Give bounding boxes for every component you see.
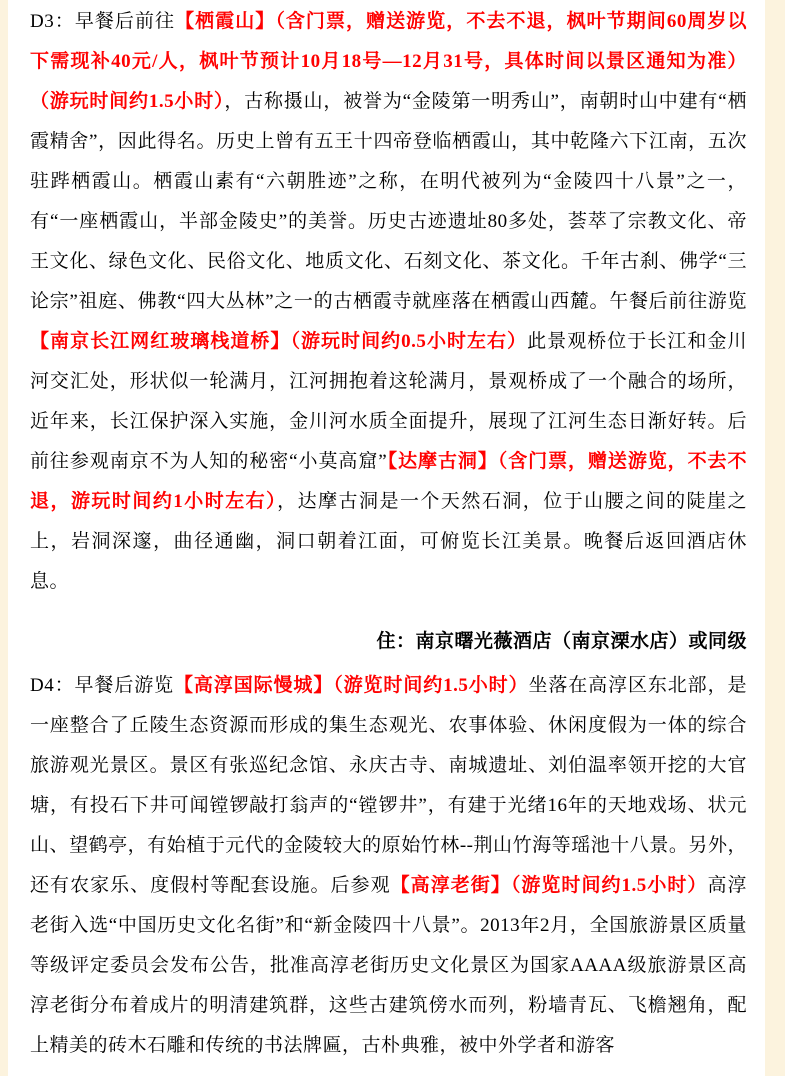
day3-hotel-line: 住：南京曙光薇酒店（南京溧水店）或同级 [376,631,747,652]
itinerary-day4-paragraph: D4：早餐后游览【高淳国际慢城】（游览时间约1.5小时）坐落在高淳区东北部，是一座整合了丘陵生态资源而形成的集生态观光、农事体验、休闲度假为一体的综合旅游观光景区。景区有张巡纪念馆、永庆古寺、南城遗址、刘伯温率领开挖的大官塘，有投石下井可闻镗锣敲打翁声的“镗锣井”，有建于光绪16年的天地戏场、状元山、望鹤亭，有始植于元代的金陵较大的原始竹林--荆山竹海等瑶池十八景。另外，还有农家乐、度假村等配套设施。后参观【高淳老街】（游览时间约1.5小时）高淳老街入选“中国历史文化名街”和“新金陵四十八景”。2013年2月，全国旅游景区质量等级评定委员会发布公告，批准高淳老街历史文化景区为国家AAAA级旅游景区高淳老街分布着成片的明清建筑群，这些古建筑傍水而列，粉墙青瓦、飞檐翘角，配上精美的砖木石雕和传统的书法牌匾，古朴典雅，被中外学者和游客 [30,675,747,1056]
document-page [8,0,765,1076]
itinerary-day3-paragraph: D3：早餐后前往【栖霞山】（含门票，赠送游览，不去不退，枫叶节期间60周岁以下需现补40元/人，枫叶节预计10月18号—12月31号，具体时间以景区通知为准）（游玩时间约1.5小时），古称摄山，被誉为“金陵第一明秀山”，南朝时山中建有“栖霞精舍”，因此得名。历史上曾有五王十四帝登临栖霞山，其中乾隆六下江南，五次驻跸栖霞山。栖霞山素有“六朝胜迹”之称，在明代被列为“金陵四十八景”之一，有“一座栖霞山，半部金陵史”的美誉。历史古迹遗址80多处，荟萃了宗教文化、帝王文化、绿色文化、民俗文化、地质文化、石刻文化、茶文化。千年古刹、佛学“三论宗”祖庭、佛教“四大丛林”之一的古栖霞寺就座落在栖霞山西麓。午餐后前往游览【南京长江网红玻璃栈道桥】（游玩时间约0.5小时左右）此景观桥位于长江和金川河交汇处，形状似一轮满月，江河拥抱着这轮满月，景观桥成了一个融合的场所，近年来，长江保护深入实施，金川河水质全面提升，展现了江河生态日渐好转。后前往参观南京不为人知的秘密“小莫高窟”【达摩古洞】（含门票，赠送游览，不去不退，游玩时间约1小时左右），达摩古洞是一个天然石洞，位于山腰之间的陡崖之上，岩洞深邃，曲径通幽，洞口朝着江面，可俯览长江美景。晚餐后返回酒店休息。 [30,11,747,592]
